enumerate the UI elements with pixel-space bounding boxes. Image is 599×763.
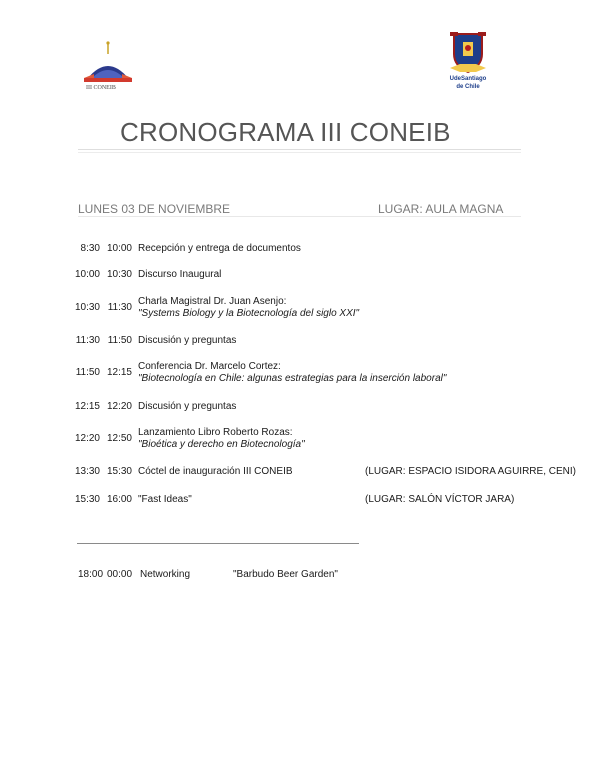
activity-subtitle: "Bioética y derecho en Biotecnología" [138, 439, 305, 450]
end-time: 12:50 [106, 433, 132, 444]
start-time: 12:20 [74, 433, 100, 444]
activity-title: Discusión y preguntas [138, 401, 237, 412]
start-time: 15:30 [74, 494, 100, 505]
end-time: 12:15 [106, 367, 132, 378]
logo-caption-line2: de Chile [456, 84, 480, 90]
start-time: 11:50 [75, 367, 100, 378]
activity-title: Lanzamiento Libro Roberto Rozas: [138, 427, 293, 438]
day-heading: LUNES 03 DE NOVIEMBRE [78, 202, 231, 216]
venue-heading: LUGAR: AULA MAGNA [378, 202, 504, 216]
activity-location: (LUGAR: SALÓN VÍCTOR JARA) [365, 494, 515, 505]
activity-location: (LUGAR: ESPACIO ISIDORA AGUIRRE, CENI) [365, 466, 576, 477]
logo-caption: III CONEIB [86, 85, 116, 91]
evening-activity: Networking [140, 569, 191, 580]
end-time: 10:00 [106, 243, 132, 254]
evening-end-time: 00:00 [107, 569, 133, 580]
start-time: 8:30 [80, 243, 100, 254]
end-time: 11:50 [107, 335, 132, 346]
day-divider [78, 216, 521, 217]
start-time: 10:30 [74, 302, 100, 313]
activity-subtitle: "Biotecnología en Chile: algunas estrategias para la inserción laboral" [138, 373, 447, 384]
section-divider [77, 543, 359, 544]
activity-title: Cóctel de inauguración III CONEIB [138, 466, 293, 477]
start-time: 11:30 [75, 335, 100, 346]
activity-title: Recepción y entrega de documentos [138, 243, 301, 254]
activity-title: Discurso Inaugural [138, 269, 222, 280]
end-time: 10:30 [106, 269, 132, 280]
end-time: 16:00 [106, 494, 132, 505]
page-title: CRONOGRAMA III CONEIB [120, 117, 451, 147]
coneib-logo [78, 38, 138, 98]
start-time: 13:30 [74, 466, 100, 477]
start-time: 10:00 [74, 269, 100, 280]
logo-caption-line1: UdeSantiago [449, 76, 487, 82]
activity-subtitle: "Systems Biology y la Biotecnología del siglo XXI" [138, 308, 360, 319]
start-time: 12:15 [74, 401, 100, 412]
activity-title: Discusión y preguntas [138, 335, 237, 346]
end-time: 15:30 [106, 466, 132, 477]
title-divider [78, 149, 521, 150]
evening-start-time: 18:00 [78, 569, 104, 580]
activity-title: Conferencia Dr. Marcelo Cortez: [138, 361, 281, 372]
evening-location: "Barbudo Beer Garden" [233, 569, 338, 580]
end-time: 11:30 [107, 302, 132, 313]
end-time: 12:20 [106, 401, 132, 412]
usach-logo [446, 28, 490, 94]
title-divider-secondary [78, 152, 521, 153]
activity-title: Charla Magistral Dr. Juan Asenjo: [138, 296, 287, 307]
activity-title: "Fast Ideas" [138, 494, 192, 505]
